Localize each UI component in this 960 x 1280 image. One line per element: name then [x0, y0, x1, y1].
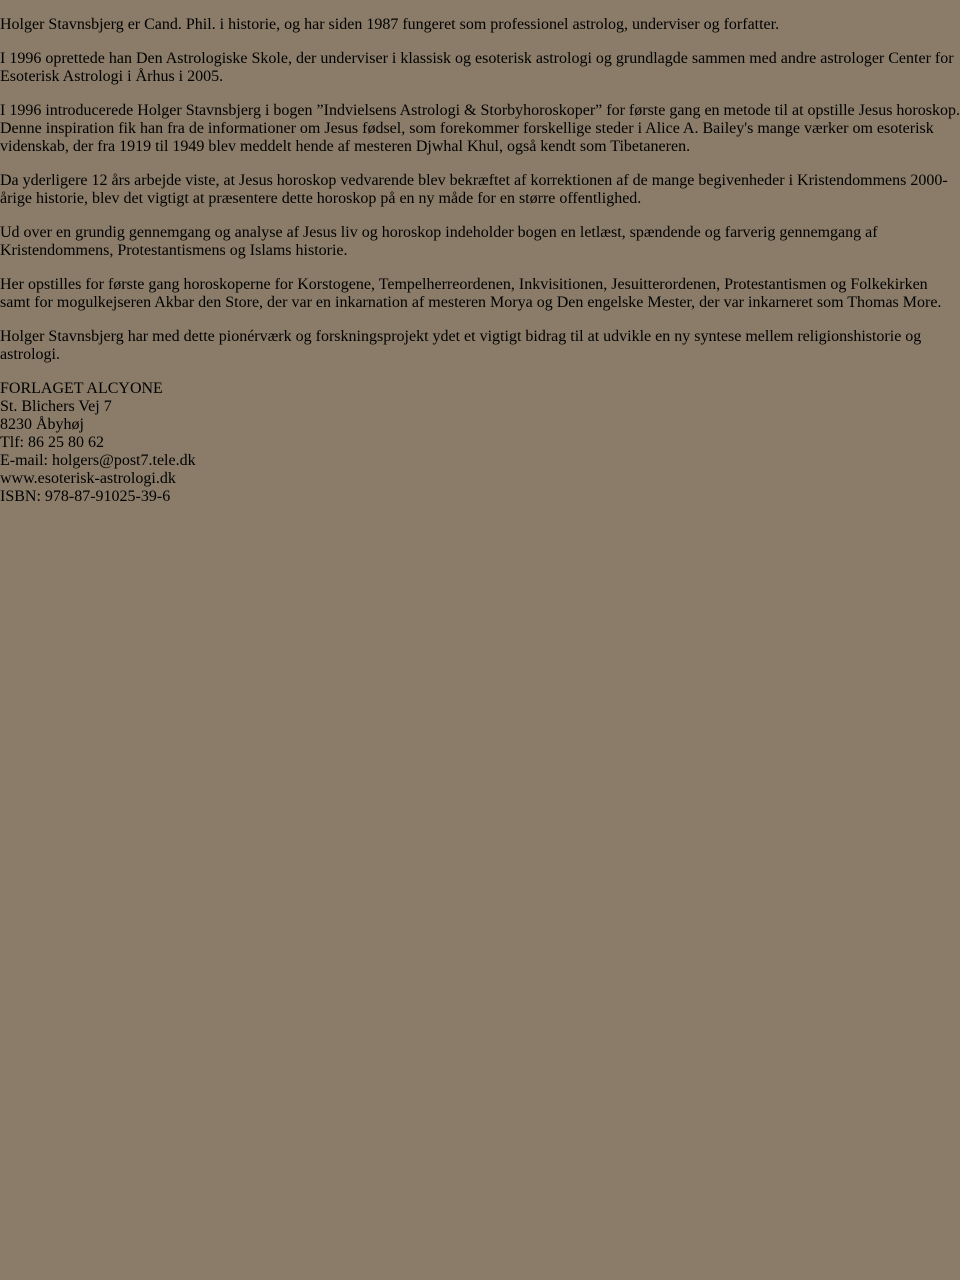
publisher-address-line: 8230 Åbyhøj	[0, 416, 84, 433]
publisher-email: E-mail: holgers@post7.tele.dk	[0, 452, 196, 469]
isbn-number: ISBN: 978-87-91025-39-6	[0, 488, 171, 505]
description-paragraph: Da yderligere 12 års arbejde viste, at Jesus horoskop vedvarende blev bekræftet af korrektionen af de mange begivenheder i Kristendommens 2000-årige historie, blev det vigtigt at præsentere dette horoskop på en ny måde for en større offentlighed.	[0, 172, 948, 207]
publisher-phone: Tlf: 86 25 80 62	[0, 434, 104, 451]
description-paragraph: Her opstilles for første gang horoskoperne for Korstogene, Tempelherreordenen, Inkvisitionen, Jesuitterordenen, Protestantismen og Folkekirken samt for mogulkejseren Akbar den Store, der var en inkarnation af mesteren Morya og Den engelske Mester, der var inkarneret som Thomas More.	[0, 276, 942, 311]
description-paragraph: I 1996 introducerede Holger Stavnsbjerg i bogen ”Indvielsens Astrologi & Storbyhoroskoper” for første gang en metode til at opstille Jesus horoskop. Denne inspiration fik han fra de informationer om Jesus fødsel, som forekommer forskellige steder i Alice A. Bailey's mange værker om esoterisk videnskab, der fra 1919 til 1949 blev meddelt hende af mesteren Djwhal Khul, også kendt som Tibetaneren.	[0, 102, 960, 155]
publisher-address-line: St. Blichers Vej 7	[0, 398, 112, 415]
author-bio-paragraph: I 1996 oprettede han Den Astrologiske Skole, der underviser i klassisk og esoterisk astrologi og grundlagde sammen med andre astrologer Center for Esoterisk Astrologi i Århus i 2005.	[0, 50, 954, 85]
author-bio-paragraph: Holger Stavnsbjerg er Cand. Phil. i historie, og har siden 1987 fungeret som professionel astrolog, underviser og forfatter.	[0, 16, 780, 33]
description-paragraph: Holger Stavnsbjerg har med dette pionérværk og forskningsprojekt ydet et vigtigt bidrag til at udvikle en ny syntese mellem religionshistorie og astrologi.	[0, 328, 922, 363]
publisher-website: www.esoterisk-astrologi.dk	[0, 470, 176, 487]
description-paragraph: Ud over en grundig gennemgang og analyse af Jesus liv og horoskop indeholder bogen en letlæst, spændende og farverig gennemgang af Kristendommens, Protestantismens og Islams historie.	[0, 224, 878, 259]
publisher-name: FORLAGET ALCYONE	[0, 380, 163, 397]
